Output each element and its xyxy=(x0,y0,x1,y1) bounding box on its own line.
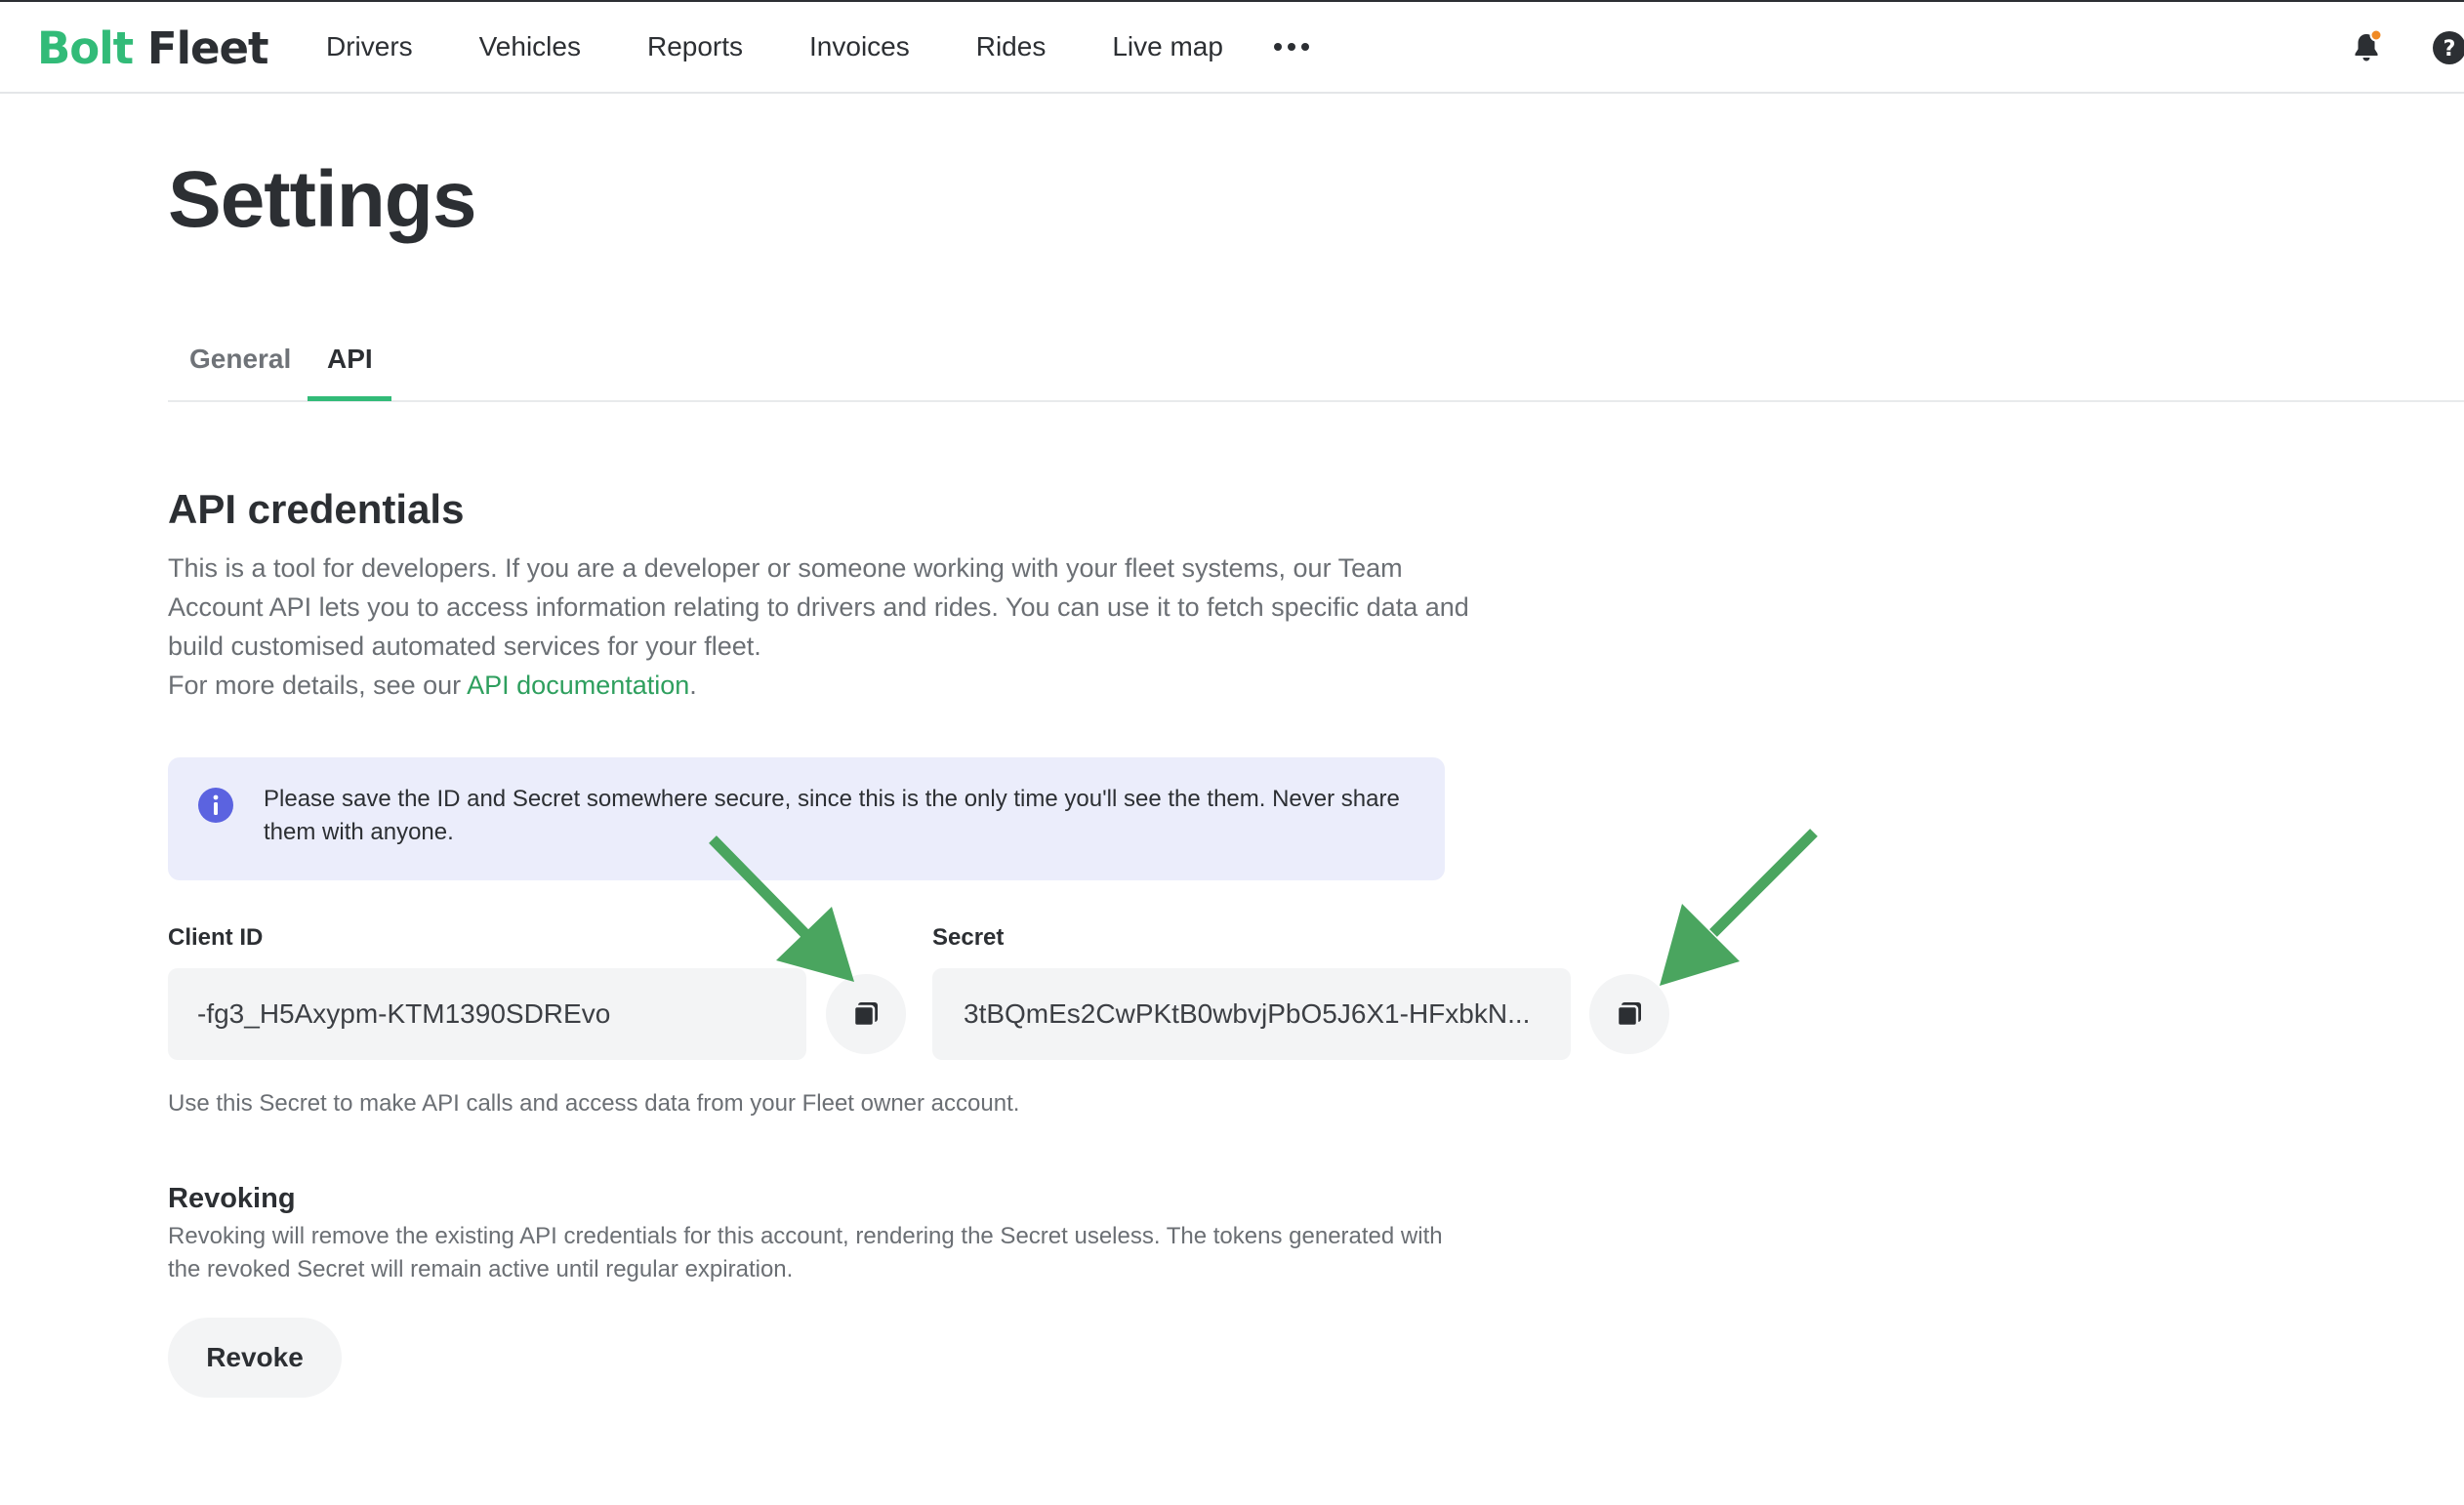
main-nav xyxy=(326,2,1313,92)
logo-bolt-text: Bolt xyxy=(37,22,134,74)
revoke-button[interactable]: Revoke xyxy=(168,1318,342,1398)
client-id-label: Client ID xyxy=(168,924,264,951)
arrow-to-secret-copy-icon xyxy=(1660,833,1814,986)
copy-secret-button[interactable] xyxy=(1589,974,1669,1054)
revoking-heading: Revoking xyxy=(168,1183,296,1214)
top-navigation-bar xyxy=(0,0,2464,94)
svg-text:?: ? xyxy=(2443,37,2456,61)
security-notice-text: Please save the ID and Secret somewhere secure, since this is the only time you'll see the them. Never share them with anyone. xyxy=(264,786,1400,845)
client-id-field[interactable]: -fg3_H5Axypm-KTM1390SDREvo xyxy=(168,968,806,1060)
nav-item-live-map[interactable]: Live map xyxy=(1112,31,1223,61)
logo-fleet-text: Fleet xyxy=(146,22,268,74)
bell-icon[interactable] xyxy=(2349,29,2384,64)
copy-icon xyxy=(851,999,881,1029)
settings-tabs xyxy=(168,328,2464,402)
api-documentation-link[interactable]: API documentation xyxy=(467,671,690,700)
api-credentials-heading: API credentials xyxy=(168,486,465,532)
more-dots-icon[interactable] xyxy=(1270,35,1313,59)
api-description-text: This is a tool for developers. If you are a developer or someone working with your fleet systems, our Team Account API lets you to access information relating to drivers and rides. You can use it to fetch specific data and build customised automated services for your fleet. xyxy=(168,553,1469,661)
tab-general[interactable]: General xyxy=(189,344,292,374)
secret-usage-hint: Use this Secret to make API calls and access data from your Fleet owner account. xyxy=(168,1090,1020,1117)
bolt-fleet-logo[interactable] xyxy=(37,20,268,78)
api-docs-prefix: For more details, see our xyxy=(168,671,468,700)
secret-field[interactable]: 3tBQmEs2CwPKtB0wbvjPbO5J6X1-HFxbkN... xyxy=(932,968,1571,1060)
security-notice xyxy=(168,757,1445,880)
help-icon[interactable] xyxy=(2431,29,2464,66)
info-icon xyxy=(197,787,234,824)
tab-api[interactable]: API xyxy=(327,344,373,374)
nav-item-rides[interactable]: Rides xyxy=(975,31,1047,61)
copy-client-id-button[interactable] xyxy=(826,974,906,1054)
api-description xyxy=(168,549,1476,705)
active-tab-indicator xyxy=(308,396,391,401)
revoking-description: Revoking will remove the existing API credentials for this account, rendering the Secret useless. The tokens generated with the revoked Secret will remain active until regular expiration. xyxy=(168,1223,1443,1282)
page-title: Settings xyxy=(168,155,476,244)
nav-item-reports[interactable]: Reports xyxy=(646,31,744,61)
copy-icon xyxy=(1615,999,1644,1029)
api-docs-suffix: . xyxy=(689,671,697,700)
nav-item-invoices[interactable]: Invoices xyxy=(809,31,910,61)
nav-item-vehicles[interactable]: Vehicles xyxy=(478,31,581,61)
nav-item-drivers[interactable]: Drivers xyxy=(326,31,413,61)
secret-label: Secret xyxy=(932,924,1005,951)
